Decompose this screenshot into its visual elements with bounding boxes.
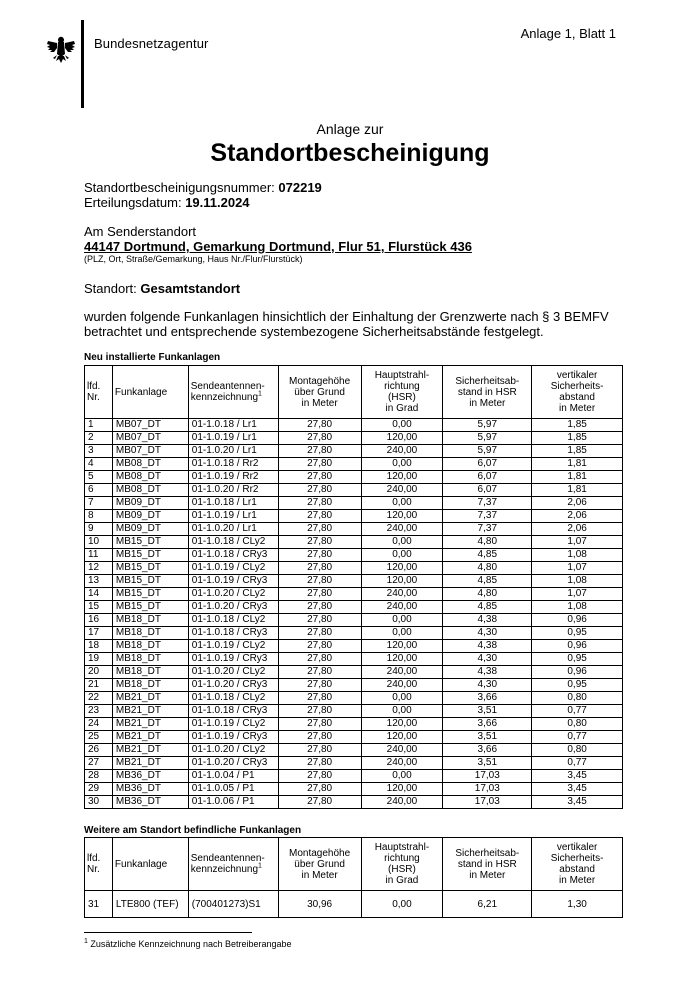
- cell-montagehoehe: 27,80: [278, 796, 361, 809]
- cell-vertikal-abstand: 0,77: [532, 705, 623, 718]
- col-sicherheitsabstand-header: Sicherheitsab- stand in HSR in Meter: [443, 838, 532, 891]
- cell-vertikal-abstand: 1,81: [532, 471, 623, 484]
- cell-sicherheitsabstand: 4,80: [443, 536, 532, 549]
- cell-lfd-nr: 15: [85, 601, 113, 614]
- cell-funkanlage: MB21_DT: [112, 731, 188, 744]
- cell-sicherheitsabstand: 4,38: [443, 666, 532, 679]
- cell-funkanlage: MB07_DT: [112, 432, 188, 445]
- cell-kennzeichnung: 01-1.0.18 / CRy3: [188, 705, 278, 718]
- new-installations-body: [85, 419, 623, 809]
- cell-funkanlage: MB08_DT: [112, 471, 188, 484]
- cell-montagehoehe: 27,80: [278, 432, 361, 445]
- cell-kennzeichnung: 01-1.0.04 / P1: [188, 770, 278, 783]
- cell-kennzeichnung: 01-1.0.18 / Lr1: [188, 497, 278, 510]
- cell-sicherheitsabstand: 7,37: [443, 497, 532, 510]
- cell-lfd-nr: 12: [85, 562, 113, 575]
- cell-funkanlage: MB18_DT: [112, 679, 188, 692]
- table-row: [85, 783, 623, 796]
- cell-sicherheitsabstand: 7,37: [443, 510, 532, 523]
- cell-hsr: 240,00: [361, 601, 443, 614]
- table-row: [85, 653, 623, 666]
- cell-hsr: 0,00: [361, 770, 443, 783]
- cell-funkanlage: MB09_DT: [112, 523, 188, 536]
- cell-sicherheitsabstand: 4,80: [443, 562, 532, 575]
- cell-montagehoehe: 27,80: [278, 718, 361, 731]
- footnote-number: 1: [84, 938, 88, 945]
- cell-funkanlage: MB36_DT: [112, 770, 188, 783]
- cell-montagehoehe: 27,80: [278, 770, 361, 783]
- cell-kennzeichnung: 01-1.0.20 / CRy3: [188, 757, 278, 770]
- cell-funkanlage: MB07_DT: [112, 445, 188, 458]
- cell-funkanlage: MB18_DT: [112, 653, 188, 666]
- cell-sicherheitsabstand: 17,03: [443, 783, 532, 796]
- title-prefix: Anlage zur: [316, 121, 384, 137]
- cell-montagehoehe: 27,80: [278, 419, 361, 432]
- cell-kennzeichnung: 01-1.0.19 / CRy3: [188, 731, 278, 744]
- cell-funkanlage: MB09_DT: [112, 510, 188, 523]
- table-row: [85, 614, 623, 627]
- cell-funkanlage: MB21_DT: [112, 744, 188, 757]
- cell-lfd-nr: 1: [85, 419, 113, 432]
- cell-lfd-nr: 6: [85, 484, 113, 497]
- cell-funkanlage: MB21_DT: [112, 705, 188, 718]
- cell-funkanlage: MB18_DT: [112, 614, 188, 627]
- cell-lfd-nr: 3: [85, 445, 113, 458]
- cell-vertikal-abstand: 3,45: [532, 796, 623, 809]
- footnote: [84, 939, 292, 949]
- cell-vertikal-abstand: 1,07: [532, 588, 623, 601]
- cell-montagehoehe: 27,80: [278, 601, 361, 614]
- cell-montagehoehe: 27,80: [278, 705, 361, 718]
- cell-sicherheitsabstand: 3,66: [443, 692, 532, 705]
- cell-montagehoehe: 27,80: [278, 549, 361, 562]
- cell-vertikal-abstand: 0,77: [532, 731, 623, 744]
- cell-vertikal-abstand: 0,80: [532, 718, 623, 731]
- cell-sicherheitsabstand: 4,80: [443, 588, 532, 601]
- cell-lfd-nr: 19: [85, 653, 113, 666]
- cell-kennzeichnung: 01-1.0.19 / Lr1: [188, 432, 278, 445]
- cell-kennzeichnung: 01-1.0.20 / CLy2: [188, 666, 278, 679]
- cell-funkanlage: MB21_DT: [112, 757, 188, 770]
- cell-kennzeichnung: 01-1.0.20 / CRy3: [188, 679, 278, 692]
- table-row: [85, 484, 623, 497]
- cell-funkanlage: MB21_DT: [112, 718, 188, 731]
- page-title: Standortbescheinigung: [210, 139, 490, 167]
- table-row: [85, 666, 623, 679]
- col-kennzeichnung-header: Sendeantennen- kennzeichnung$^1$: [188, 838, 278, 891]
- cell-lfd-nr: 17: [85, 627, 113, 640]
- footnote-divider: [84, 932, 252, 933]
- cell-lfd-nr: 5: [85, 471, 113, 484]
- table-row: [85, 432, 623, 445]
- cell-sicherheitsabstand: 4,30: [443, 627, 532, 640]
- issue-date: 19.11.2024: [185, 195, 250, 210]
- cell-sicherheitsabstand: 4,85: [443, 549, 532, 562]
- cell-montagehoehe: 27,80: [278, 627, 361, 640]
- cell-funkanlage: MB21_DT: [112, 692, 188, 705]
- cell-lfd-nr: 26: [85, 744, 113, 757]
- cell-kennzeichnung: 01-1.0.19 / CLy2: [188, 562, 278, 575]
- cell-montagehoehe: 27,80: [278, 744, 361, 757]
- cell-hsr: 0,00: [361, 536, 443, 549]
- cell-lfd-nr: 28: [85, 770, 113, 783]
- table-row: [85, 731, 623, 744]
- cell-hsr: 240,00: [361, 744, 443, 757]
- cell-funkanlage: MB18_DT: [112, 666, 188, 679]
- table-row: [85, 510, 623, 523]
- cell-lfd-nr: 4: [85, 458, 113, 471]
- table-row: [85, 679, 623, 692]
- cell-montagehoehe: 27,80: [278, 666, 361, 679]
- cell-sicherheitsabstand: 3,51: [443, 705, 532, 718]
- cell-montagehoehe: 27,80: [278, 653, 361, 666]
- cell-hsr: 0,00: [361, 705, 443, 718]
- table-header-row: [85, 838, 623, 891]
- cell-montagehoehe: 27,80: [278, 445, 361, 458]
- cell-hsr: 120,00: [361, 718, 443, 731]
- cell-montagehoehe: 27,80: [278, 562, 361, 575]
- cell-vertikal-abstand: 2,06: [532, 510, 623, 523]
- cell-kennzeichnung: 01-1.0.18 / CRy3: [188, 627, 278, 640]
- cell-lfd-nr: 16: [85, 614, 113, 627]
- cell-vertikal-abstand: 1,07: [532, 536, 623, 549]
- col-vertikal-header: vertikaler Sicherheits- abstand in Meter: [532, 366, 623, 419]
- cell-hsr: 0,00: [361, 614, 443, 627]
- issue-date-line: [84, 195, 250, 210]
- cell-funkanlage: MB15_DT: [112, 588, 188, 601]
- cell-funkanlage: MB36_DT: [112, 783, 188, 796]
- cell-sicherheitsabstand: 6,07: [443, 484, 532, 497]
- col-funkanlage-header: Funkanlage: [112, 838, 188, 891]
- cell-lfd-nr: 22: [85, 692, 113, 705]
- table-row: [85, 588, 623, 601]
- standort-line: [84, 281, 240, 296]
- cell-kennzeichnung: 01-1.0.20 / CLy2: [188, 588, 278, 601]
- cell-sicherheitsabstand: 5,97: [443, 419, 532, 432]
- table-row: [85, 419, 623, 432]
- cell-hsr: 120,00: [361, 432, 443, 445]
- cell-hsr: 240,00: [361, 588, 443, 601]
- cell-lfd-nr: 21: [85, 679, 113, 692]
- cell-vertikal-abstand: 0,95: [532, 627, 623, 640]
- table-row: [85, 627, 623, 640]
- cell-sicherheitsabstand: 4,38: [443, 614, 532, 627]
- cell-kennzeichnung: 01-1.0.06 / P1: [188, 796, 278, 809]
- cell-montagehoehe: 27,80: [278, 588, 361, 601]
- cell-sicherheitsabstand: 4,30: [443, 653, 532, 666]
- cell-funkanlage: MB36_DT: [112, 796, 188, 809]
- table-row: [85, 445, 623, 458]
- cell-kennzeichnung: 01-1.0.05 / P1: [188, 783, 278, 796]
- cell-sicherheitsabstand: 5,97: [443, 432, 532, 445]
- cell-vertikal-abstand: 0,95: [532, 679, 623, 692]
- cell-vertikal-abstand: 1,81: [532, 458, 623, 471]
- cell-kennzeichnung: 01-1.0.19 / CLy2: [188, 640, 278, 653]
- cell-sicherheitsabstand: 6,07: [443, 458, 532, 471]
- cell-vertikal-abstand: 2,06: [532, 497, 623, 510]
- cell-montagehoehe: 27,80: [278, 731, 361, 744]
- cell-montagehoehe: 27,80: [278, 640, 361, 653]
- cell-hsr: 0,00: [361, 419, 443, 432]
- header-divider-bar: [81, 20, 84, 108]
- cell-hsr: 240,00: [361, 445, 443, 458]
- cell-vertikal-abstand: 0,77: [532, 757, 623, 770]
- cell-montagehoehe: 27,80: [278, 510, 361, 523]
- page-reference: Anlage 1, Blatt 1: [520, 26, 616, 41]
- table-header-row: [85, 366, 623, 419]
- cell-lfd-nr: 20: [85, 666, 113, 679]
- cell-vertikal-abstand: 1,81: [532, 484, 623, 497]
- cell-funkanlage: MB07_DT: [112, 419, 188, 432]
- certificate-number-line: [84, 180, 322, 195]
- cell-kennzeichnung: 01-1.0.20 / CLy2: [188, 744, 278, 757]
- cell-vertikal-abstand: 0,80: [532, 692, 623, 705]
- cell-vertikal-abstand: 0,95: [532, 653, 623, 666]
- cell-lfd-nr: 9: [85, 523, 113, 536]
- cell-hsr: 240,00: [361, 523, 443, 536]
- cell-hsr: 120,00: [361, 562, 443, 575]
- cell-funkanlage: MB15_DT: [112, 562, 188, 575]
- location-address: 44147 Dortmund, Gemarkung Dortmund, Flur 51, Flurstück 436: [84, 239, 472, 254]
- cell-sicherheitsabstand: 4,38: [443, 640, 532, 653]
- cell-montagehoehe: 27,80: [278, 783, 361, 796]
- cell-kennzeichnung: 01-1.0.18 / CLy2: [188, 614, 278, 627]
- table-row: [85, 458, 623, 471]
- cell-kennzeichnung: (700401273)S1: [188, 891, 278, 918]
- cell-funkanlage: MB08_DT: [112, 458, 188, 471]
- cell-hsr: 0,00: [361, 549, 443, 562]
- cell-funkanlage: MB18_DT: [112, 627, 188, 640]
- cell-lfd-nr: 10: [85, 536, 113, 549]
- col-kennzeichnung-header: Sendeantennen- kennzeichnung$^1$: [188, 366, 278, 419]
- cell-funkanlage: MB15_DT: [112, 536, 188, 549]
- cell-lfd-nr: 25: [85, 731, 113, 744]
- table-row: [85, 640, 623, 653]
- cell-kennzeichnung: 01-1.0.18 / CLy2: [188, 536, 278, 549]
- section-new-installations-label: Neu installierte Funkanlagen: [84, 352, 221, 363]
- cell-vertikal-abstand: 1,07: [532, 562, 623, 575]
- standort-label: Standort:: [84, 281, 137, 296]
- cell-sicherheitsabstand: 7,37: [443, 523, 532, 536]
- cell-hsr: 0,00: [361, 692, 443, 705]
- cell-kennzeichnung: 01-1.0.19 / CLy2: [188, 718, 278, 731]
- cell-funkanlage: MB18_DT: [112, 640, 188, 653]
- cell-hsr: 120,00: [361, 510, 443, 523]
- cell-lfd-nr: 11: [85, 549, 113, 562]
- cell-hsr: 120,00: [361, 783, 443, 796]
- cell-sicherheitsabstand: 6,07: [443, 471, 532, 484]
- cell-vertikal-abstand: 1,08: [532, 549, 623, 562]
- cell-sicherheitsabstand: 4,85: [443, 575, 532, 588]
- cell-montagehoehe: 27,80: [278, 471, 361, 484]
- cell-montagehoehe: 27,80: [278, 757, 361, 770]
- other-installations-table: [84, 837, 623, 918]
- cell-kennzeichnung: 01-1.0.18 / Rr2: [188, 458, 278, 471]
- cell-funkanlage: MB08_DT: [112, 484, 188, 497]
- cell-lfd-nr: 27: [85, 757, 113, 770]
- cell-lfd-nr: 23: [85, 705, 113, 718]
- cell-funkanlage: MB09_DT: [112, 497, 188, 510]
- cell-vertikal-abstand: 1,08: [532, 601, 623, 614]
- cell-hsr: 120,00: [361, 640, 443, 653]
- cell-sicherheitsabstand: 3,66: [443, 718, 532, 731]
- certificate-number: 072219: [278, 180, 322, 195]
- cell-vertikal-abstand: 3,45: [532, 770, 623, 783]
- col-montagehoehe-header: Montagehöhe über Grund in Meter: [278, 366, 361, 419]
- cell-kennzeichnung: 01-1.0.19 / CRy3: [188, 575, 278, 588]
- cell-sicherheitsabstand: 4,85: [443, 601, 532, 614]
- cell-hsr: 120,00: [361, 653, 443, 666]
- cell-montagehoehe: 27,80: [278, 614, 361, 627]
- cell-lfd-nr: 8: [85, 510, 113, 523]
- cell-lfd-nr: 7: [85, 497, 113, 510]
- table-row: [85, 891, 623, 918]
- cell-montagehoehe: 27,80: [278, 484, 361, 497]
- col-vertikal-header: vertikaler Sicherheits- abstand in Meter: [532, 838, 623, 891]
- intro-line-1: wurden folgende Funkanlagen hinsichtlich der Einhaltung der Grenzwerte nach § 3 BEMFV: [84, 309, 609, 324]
- issue-date-label: Erteilungsdatum:: [84, 195, 182, 210]
- cell-kennzeichnung: 01-1.0.20 / Rr2: [188, 484, 278, 497]
- cell-funkanlage: MB15_DT: [112, 601, 188, 614]
- table-row: [85, 757, 623, 770]
- table-row: [85, 471, 623, 484]
- cell-vertikal-abstand: 1,85: [532, 419, 623, 432]
- cell-hsr: 0,00: [361, 627, 443, 640]
- federal-eagle-logo: [46, 34, 76, 66]
- cell-montagehoehe: 27,80: [278, 523, 361, 536]
- cell-vertikal-abstand: 1,85: [532, 432, 623, 445]
- table-row: [85, 601, 623, 614]
- cell-sicherheitsabstand: 3,66: [443, 744, 532, 757]
- table-row: [85, 523, 623, 536]
- cell-lfd-nr: 2: [85, 432, 113, 445]
- cell-kennzeichnung: 01-1.0.18 / Lr1: [188, 419, 278, 432]
- cell-kennzeichnung: 01-1.0.19 / Rr2: [188, 471, 278, 484]
- cell-hsr: 240,00: [361, 679, 443, 692]
- cell-kennzeichnung: 01-1.0.18 / CRy3: [188, 549, 278, 562]
- cell-kennzeichnung: 01-1.0.18 / CLy2: [188, 692, 278, 705]
- cell-kennzeichnung: 01-1.0.20 / CRy3: [188, 601, 278, 614]
- cell-lfd-nr: 13: [85, 575, 113, 588]
- section-other-installations-label: Weitere am Standort befindliche Funkanlagen: [84, 825, 302, 836]
- cell-hsr: 0,00: [361, 458, 443, 471]
- cell-hsr: 240,00: [361, 666, 443, 679]
- table-row: [85, 549, 623, 562]
- col-hsr-header: Hauptstrahl- richtung (HSR) in Grad: [361, 838, 443, 891]
- cell-sicherheitsabstand: 6,21: [443, 891, 532, 918]
- cell-vertikal-abstand: 1,85: [532, 445, 623, 458]
- cell-kennzeichnung: 01-1.0.19 / Lr1: [188, 510, 278, 523]
- cell-vertikal-abstand: 1,30: [532, 891, 623, 918]
- cell-vertikal-abstand: 1,08: [532, 575, 623, 588]
- table-row: [85, 770, 623, 783]
- cell-hsr: 120,00: [361, 471, 443, 484]
- cell-lfd-nr: 30: [85, 796, 113, 809]
- location-hint: (PLZ, Ort, Straße/Gemarkung, Haus Nr./Flur/Flurstück): [84, 254, 303, 264]
- cell-montagehoehe: 30,96: [278, 891, 361, 918]
- cell-funkanlage: LTE800 (TEF): [112, 891, 188, 918]
- cell-montagehoehe: 27,80: [278, 458, 361, 471]
- cell-hsr: 240,00: [361, 484, 443, 497]
- agency-name: Bundesnetzagentur: [94, 36, 209, 51]
- cell-sicherheitsabstand: 3,51: [443, 731, 532, 744]
- intro-line-2: betrachtet und entsprechende systembezogene Sicherheitsabstände festgelegt.: [84, 324, 544, 339]
- table-row: [85, 562, 623, 575]
- table-row: [85, 744, 623, 757]
- cell-sicherheitsabstand: 5,97: [443, 445, 532, 458]
- cell-montagehoehe: 27,80: [278, 679, 361, 692]
- cell-lfd-nr: 24: [85, 718, 113, 731]
- cell-montagehoehe: 27,80: [278, 497, 361, 510]
- cell-hsr: 0,00: [361, 891, 443, 918]
- standort-value: Gesamtstandort: [140, 281, 241, 296]
- cell-vertikal-abstand: 2,06: [532, 523, 623, 536]
- col-lfd-header: lfd. Nr.: [85, 838, 113, 891]
- cell-kennzeichnung: 01-1.0.20 / Lr1: [188, 445, 278, 458]
- cell-hsr: 0,00: [361, 497, 443, 510]
- col-funkanlage-header: Funkanlage: [112, 366, 188, 419]
- cell-montagehoehe: 27,80: [278, 575, 361, 588]
- cell-hsr: 120,00: [361, 731, 443, 744]
- new-installations-table: [84, 365, 623, 809]
- cell-kennzeichnung: 01-1.0.19 / CRy3: [188, 653, 278, 666]
- table-row: [85, 796, 623, 809]
- cell-vertikal-abstand: 0,96: [532, 666, 623, 679]
- cell-vertikal-abstand: 0,96: [532, 640, 623, 653]
- col-lfd-header: lfd. Nr.: [85, 366, 113, 419]
- cell-funkanlage: MB15_DT: [112, 575, 188, 588]
- cell-lfd-nr: 14: [85, 588, 113, 601]
- cell-vertikal-abstand: 0,80: [532, 744, 623, 757]
- cell-hsr: 120,00: [361, 575, 443, 588]
- cell-montagehoehe: 27,80: [278, 692, 361, 705]
- col-montagehoehe-header: Montagehöhe über Grund in Meter: [278, 838, 361, 891]
- cell-sicherheitsabstand: 4,30: [443, 679, 532, 692]
- cell-lfd-nr: 18: [85, 640, 113, 653]
- cell-hsr: 240,00: [361, 796, 443, 809]
- footnote-text: Zusätzliche Kennzeichnung nach Betreiberangabe: [90, 939, 292, 949]
- cell-kennzeichnung: 01-1.0.20 / Lr1: [188, 523, 278, 536]
- table-row: [85, 705, 623, 718]
- cell-hsr: 240,00: [361, 757, 443, 770]
- cell-funkanlage: MB15_DT: [112, 549, 188, 562]
- table-row: [85, 718, 623, 731]
- other-installations-body: [85, 891, 623, 918]
- cell-sicherheitsabstand: 17,03: [443, 770, 532, 783]
- cell-lfd-nr: 31: [85, 891, 113, 918]
- table-row: [85, 497, 623, 510]
- col-hsr-header: Hauptstrahl- richtung (HSR) in Grad: [361, 366, 443, 419]
- certificate-number-label: Standortbescheinigungsnummer:: [84, 180, 275, 195]
- col-sicherheitsabstand-header: Sicherheitsab- stand in HSR in Meter: [443, 366, 532, 419]
- cell-lfd-nr: 29: [85, 783, 113, 796]
- table-row: [85, 536, 623, 549]
- cell-vertikal-abstand: 0,96: [532, 614, 623, 627]
- cell-vertikal-abstand: 3,45: [532, 783, 623, 796]
- cell-sicherheitsabstand: 3,51: [443, 757, 532, 770]
- cell-sicherheitsabstand: 17,03: [443, 796, 532, 809]
- table-row: [85, 692, 623, 705]
- cell-montagehoehe: 27,80: [278, 536, 361, 549]
- table-row: [85, 575, 623, 588]
- location-label: Am Senderstandort: [84, 224, 197, 239]
